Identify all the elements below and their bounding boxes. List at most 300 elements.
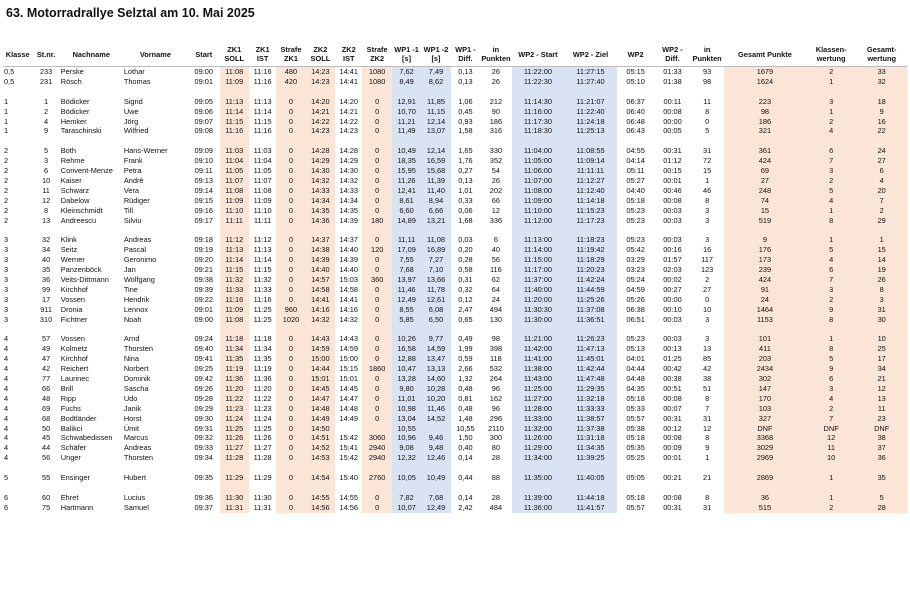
cell-inpunkten2: 85: [703, 354, 712, 364]
cell-strafezk2: 0: [362, 196, 391, 206]
cell-nachname: Perske: [60, 67, 84, 76]
cell-inpunkten1: 28: [491, 453, 500, 463]
cell-klasse: 4: [4, 443, 9, 453]
cell-zk1soll: 11:26: [220, 433, 249, 443]
cell-wp2start: 11:29:00: [512, 443, 565, 453]
cell-wp2: 05:18: [626, 433, 645, 443]
cell-inpunkten1: 118: [489, 354, 502, 364]
cell-gesamtwertung: 15: [856, 245, 907, 255]
cell-stnr: 32: [41, 235, 51, 245]
cell-zk2ist: 14:37: [339, 235, 359, 245]
cell-wp2ziel: 11:12:40: [564, 186, 617, 196]
cell-inpunkten1: 96: [491, 403, 500, 413]
cell-gesamtpunkte: 103: [724, 404, 806, 414]
cell-gesamtpunkte: 98: [724, 107, 806, 117]
cell-wp11: 10,47: [392, 364, 421, 374]
cell-wp2ziel: 11:32:18: [564, 394, 617, 404]
cell-wp2: 06:48: [626, 116, 645, 126]
cell-nachname: Klink: [60, 235, 77, 245]
cell-inpunkten1: 6: [493, 235, 498, 245]
cell-strafezk2: 0: [362, 206, 391, 216]
cell-vorname: Noah: [123, 314, 142, 324]
cell-zk2ist: 14:34: [339, 195, 359, 205]
cell-zk2soll: 14:33: [306, 186, 335, 196]
cell-nachname: Vossen: [60, 294, 85, 304]
cell-zk2soll: 14:32: [306, 315, 335, 325]
cell-zk2soll: 14:20: [306, 97, 335, 107]
cell-start: 09:24: [194, 334, 213, 344]
cell-wp11: 9,08: [392, 443, 421, 453]
cell-stnr: 40: [41, 255, 51, 265]
cell-vorname: Rüdiger: [123, 195, 150, 205]
cell-wp2start: 11:30:30: [512, 305, 565, 315]
cell-zk1ist: 11:15: [253, 265, 272, 275]
cell-zk1soll: 11:36: [220, 374, 249, 384]
cell-strafezk1: 0: [276, 364, 305, 374]
cell-vorname: Udo: [123, 393, 138, 403]
cell-gesamtwertung: 23: [856, 414, 907, 424]
cell-wp1diff: 0,32: [458, 284, 473, 294]
cell-inpunkten2: 3: [705, 334, 710, 344]
cell-klassenwertung: 8: [806, 315, 856, 325]
cell-zk1soll: 11:13: [220, 97, 249, 107]
cell-wp2start: 11:27:00: [512, 394, 565, 404]
cell-wp2ziel: 11:09:14: [564, 156, 617, 166]
cell-wp11: 8,55: [392, 305, 421, 315]
cell-zk1ist: 11:16: [253, 294, 272, 304]
cell-zk1soll: 11:09: [220, 77, 249, 87]
cell-zk1ist: 11:08: [253, 185, 272, 195]
cell-zk2ist: 14:41: [339, 67, 359, 76]
cell-zk2soll: 14:21: [306, 107, 335, 117]
cell-wp2start: 11:06:00: [512, 166, 565, 176]
column-header-klassenwertung: Klassen- wertung: [806, 42, 856, 67]
cell-start: 09:38: [194, 274, 213, 284]
cell-wp11: 10,96: [392, 433, 421, 443]
cell-vorname: Nina: [123, 354, 140, 364]
column-header-wp11: WP1 -1 [s]: [392, 42, 421, 67]
cell-wp12: 12,49: [421, 503, 450, 513]
cell-nachname: Rösch: [60, 76, 82, 86]
cell-wp2start: 11:22:30: [512, 77, 565, 87]
cell-strafezk1: 0: [276, 295, 305, 305]
cell-vorname: Vera: [123, 185, 140, 195]
cell-wp12: 11,08: [421, 235, 450, 245]
cell-inpunkten1: 494: [489, 304, 503, 314]
cell-gesamtwertung: 18: [856, 97, 907, 107]
cell-zk1ist: 11:25: [253, 314, 272, 324]
cell-zk1ist: 11:13: [253, 96, 272, 106]
cell-wp2ziel: 11:41:57: [564, 503, 617, 513]
cell-zk2soll: 14:55: [306, 493, 335, 503]
cell-start: 09:11: [194, 166, 213, 176]
cell-wp2: 05:18: [626, 393, 645, 403]
cell-zk2ist: [335, 424, 362, 434]
cell-wp1diff: 0,65: [458, 314, 473, 324]
cell-nachname: Hemker: [60, 116, 87, 126]
cell-wp2ziel: 11:40:05: [564, 473, 617, 483]
cell-gesamtpunkte: 327: [724, 414, 806, 424]
cell-wp11: 10,05: [392, 473, 421, 483]
cell-stnr: 2: [44, 106, 49, 116]
cell-gesamtpunkte: 2869: [724, 473, 806, 483]
cell-wp2diff: 00:42: [663, 364, 682, 374]
cell-zk2ist: 14:43: [339, 334, 359, 344]
cell-zk2soll: 14:53: [306, 453, 335, 463]
cell-vorname: Arnd: [123, 334, 140, 344]
cell-wp2ziel: 11:36:51: [564, 315, 617, 325]
cell-klasse: 5: [4, 473, 9, 483]
cell-zk1soll: 11:08: [220, 315, 249, 325]
cell-nachname: Fuchs: [60, 403, 81, 413]
cell-vorname: Sascha: [123, 383, 149, 393]
cell-gesamtwertung: 11: [856, 404, 907, 414]
cell-strafezk2: 0: [362, 493, 391, 503]
cell-start: 09:33: [194, 443, 213, 453]
cell-wp2: 06:43: [626, 126, 645, 136]
cell-zk2ist: 15:41: [339, 443, 359, 453]
cell-klassenwertung: 1: [806, 107, 856, 117]
cell-wp1diff: 0,81: [458, 393, 473, 403]
table-row: [3, 503, 907, 513]
cell-strafezk1: 1020: [276, 315, 305, 325]
cell-inpunkten1: 96: [491, 383, 500, 393]
cell-wp2ziel: 11:26:23: [564, 334, 617, 344]
cell-strafezk2: 1860: [362, 364, 391, 374]
cell-strafezk1: 0: [276, 453, 305, 463]
cell-stnr: 6: [44, 166, 49, 176]
cell-wp11: 8,49: [392, 77, 421, 87]
cell-wp2start: 11:04:00: [512, 146, 565, 156]
cell-gesamtwertung: 7: [856, 196, 907, 206]
cell-nachname: Panzenböck: [60, 265, 102, 275]
cell-inpunkten2: 10: [703, 304, 712, 314]
cell-klassenwertung: 8: [806, 344, 856, 354]
cell-wp2: 04:55: [626, 146, 645, 156]
cell-wp2diff: 00:03: [663, 314, 682, 324]
cell-wp2: 05:27: [626, 175, 645, 185]
cell-strafezk2: 0: [362, 404, 391, 414]
cell-zk2soll: 14:16: [306, 305, 335, 315]
cell-start: 09:00: [194, 314, 213, 324]
cell-wp2start: 11:34:00: [512, 453, 565, 463]
table-row: [3, 265, 907, 275]
cell-vorname: Uwe: [123, 106, 139, 116]
cell-strafezk2: 0: [362, 285, 391, 295]
cell-strafezk2: 0: [362, 97, 391, 107]
cell-vorname: Sigrid: [123, 96, 143, 106]
column-header-zk1ist: ZK1 IST: [249, 42, 276, 67]
cell-wp2ziel: 11:27:40: [564, 77, 617, 87]
cell-zk1soll: 11:04: [220, 156, 249, 166]
cell-gesamtwertung: 14: [856, 255, 907, 265]
cell-wp12: 11,39: [421, 176, 450, 186]
cell-wp12: 9,48: [421, 443, 450, 453]
cell-strafezk2: 0: [362, 107, 391, 117]
cell-gesamtpunkte: 15: [724, 206, 806, 216]
cell-zk2soll: 14:37: [306, 235, 335, 245]
cell-strafezk1: 0: [276, 275, 305, 285]
cell-nachname: Dabelow: [60, 195, 90, 205]
cell-gesamtpunkte: 1464: [724, 305, 806, 315]
column-header-nachname: Nachname: [60, 42, 123, 67]
cell-wp12: 6,66: [421, 206, 450, 216]
cell-zk2soll: 15:01: [306, 374, 335, 384]
cell-nachname: Schäfer: [60, 443, 87, 453]
group-spacer: [3, 136, 907, 146]
cell-zk1soll: 11:24: [220, 414, 249, 424]
cell-gesamtwertung: 20: [856, 186, 907, 196]
cell-gesamtwertung: 31: [856, 305, 907, 315]
cell-zk2ist: 14:33: [339, 185, 359, 195]
cell-wp1diff: 2,42: [458, 502, 473, 512]
cell-gesamtpunkte: DNF: [724, 424, 806, 434]
cell-strafezk1: 0: [276, 503, 305, 513]
cell-klasse: 6: [4, 502, 9, 512]
cell-wp12: 12,61: [421, 295, 450, 305]
cell-gesamtwertung: 6: [856, 166, 907, 176]
cell-zk1soll: 11:16: [220, 126, 249, 136]
cell-zk1ist: 11:03: [253, 146, 272, 156]
cell-gesamtpunkte: 361: [724, 146, 806, 156]
cell-stnr: 34: [41, 245, 51, 255]
cell-vorname: Samuel: [123, 502, 149, 512]
cell-wp2: 05:15: [626, 67, 645, 76]
cell-zk1soll: 11:10: [220, 206, 249, 216]
cell-gesamtpunkte: 74: [724, 196, 806, 206]
table-row: [3, 117, 907, 127]
cell-wp1diff: 1,50: [458, 433, 473, 443]
cell-zk1ist: 11:07: [253, 175, 272, 185]
cell-zk2soll: 14:48: [306, 404, 335, 414]
cell-inpunkten2: 51: [703, 383, 712, 393]
cell-strafezk2: 180: [362, 216, 391, 226]
cell-wp2start: 11:40:00: [512, 285, 565, 295]
cell-gesamtwertung: 38: [856, 433, 907, 443]
cell-wp11: 7,62: [392, 67, 421, 77]
cell-vorname: Lennox: [123, 304, 149, 314]
cell-wp1diff: 0,06: [458, 205, 473, 215]
cell-inpunkten2: 93: [703, 67, 712, 76]
cell-start: 09:09: [194, 146, 213, 156]
cell-zk2soll: 14:49: [306, 414, 335, 424]
cell-wp2ziel: 11:14:18: [564, 196, 617, 206]
cell-nachname: Hartmann: [60, 502, 94, 512]
cell-inpunkten1: 28: [491, 492, 500, 502]
cell-start: 09:40: [194, 344, 213, 354]
column-header-strafezk2: Strafe ZK2: [362, 42, 391, 67]
cell-wp12: 7,27: [421, 255, 450, 265]
cell-klasse: 3: [4, 274, 9, 284]
cell-zk1ist: 11:30: [253, 492, 272, 502]
cell-wp2: 06:38: [626, 304, 645, 314]
cell-gesamtpunkte: 176: [724, 245, 806, 255]
cell-wp12: 11,46: [421, 404, 450, 414]
cell-klassenwertung: 2: [806, 404, 856, 414]
cell-wp12: 13,13: [421, 364, 450, 374]
cell-wp2: 04:40: [626, 185, 645, 195]
cell-zk2ist: 14:47: [339, 393, 359, 403]
cell-wp2ziel: 11:27:15: [564, 67, 617, 77]
cell-wp11: 10,07: [392, 503, 421, 513]
cell-wp12: 7,68: [421, 493, 450, 503]
cell-zk2soll: 14:38: [306, 245, 335, 255]
cell-vorname: Andreas: [123, 443, 152, 453]
table-row: [3, 394, 907, 404]
table-row: [3, 146, 907, 156]
cell-start: 09:29: [194, 403, 213, 413]
cell-gesamtpunkte: 1153: [724, 315, 806, 325]
cell-gesamtwertung: 19: [856, 265, 907, 275]
cell-zk1soll: 11:09: [220, 305, 249, 315]
cell-strafezk1: 0: [276, 186, 305, 196]
cell-wp2: 04:14: [626, 156, 645, 166]
cell-nachname: Bödicker: [60, 96, 90, 106]
cell-wp2diff: 00:51: [663, 383, 682, 393]
cell-zk1soll: 11:34: [220, 344, 249, 354]
cell-nachname: Ensinger: [60, 473, 90, 483]
cell-start: 09:16: [194, 205, 213, 215]
cell-wp2diff: 00:03: [663, 235, 682, 245]
cell-gesamtpunkte: 223: [724, 97, 806, 107]
cell-zk2ist: 14:28: [339, 146, 359, 156]
cell-wp12: 10,20: [421, 394, 450, 404]
cell-wp2: 04:35: [626, 383, 645, 393]
cell-wp2diff: 00:00: [663, 294, 682, 304]
cell-inpunkten2: 46: [703, 185, 712, 195]
cell-klassenwertung: 2: [806, 503, 856, 513]
cell-klasse: 2: [4, 175, 9, 185]
cell-stnr: 57: [41, 334, 51, 344]
cell-klasse: 3: [4, 265, 9, 275]
cell-strafezk1: 0: [276, 265, 305, 275]
cell-gesamtwertung: 37: [856, 443, 907, 453]
cell-gesamtwertung: 27: [856, 156, 907, 166]
cell-strafezk2: 0: [362, 255, 391, 265]
cell-wp12: 8,94: [421, 196, 450, 206]
cell-zk1ist: 11:20: [253, 383, 272, 393]
cell-wp2: 04:59: [626, 284, 645, 294]
cell-gesamtpunkte: 321: [724, 126, 806, 136]
cell-gesamtwertung: 17: [856, 354, 907, 364]
cell-zk2soll: 14:32: [306, 176, 335, 186]
cell-start: 09:25: [194, 364, 213, 374]
cell-start: 09:32: [194, 433, 213, 443]
cell-wp2ziel: 11:47:13: [564, 344, 617, 354]
cell-wp11: 12,88: [392, 354, 421, 364]
cell-wp11: 12,32: [392, 453, 421, 463]
cell-klassenwertung: 7: [806, 414, 856, 424]
cell-inpunkten2: 3: [705, 205, 710, 215]
cell-klasse: 4: [4, 413, 9, 423]
cell-vorname: Frank: [123, 156, 143, 166]
cell-wp1diff: 10,55: [456, 423, 475, 433]
cell-stnr: 4: [44, 116, 49, 126]
cell-nachname: Both: [60, 146, 76, 156]
cell-wp2diff: 00:09: [663, 443, 682, 453]
cell-wp12: 11,85: [421, 97, 450, 107]
cell-wp2start: 11:26:00: [512, 433, 565, 443]
cell-nachname: Kaiser: [60, 175, 82, 185]
cell-vorname: Horst: [123, 413, 142, 423]
cell-inpunkten1: 116: [489, 265, 502, 275]
cell-wp2diff: 00:38: [663, 374, 682, 384]
cell-wp12: 14,60: [421, 374, 450, 384]
cell-start: 09:42: [194, 374, 213, 384]
group-spacer: [3, 87, 907, 97]
cell-strafezk2: [362, 424, 391, 434]
cell-zk1ist: 11:13: [253, 245, 272, 255]
cell-wp2ziel: 11:42:24: [564, 275, 617, 285]
cell-wp11: 7,68: [392, 265, 421, 275]
cell-wp1diff: 1,99: [458, 344, 473, 354]
cell-zk1soll: 11:09: [220, 196, 249, 206]
cell-wp2diff: 00:15: [663, 166, 682, 176]
cell-vorname: Silviu: [123, 215, 142, 225]
cell-vorname: Petra: [123, 166, 142, 176]
cell-wp1diff: 0,28: [458, 255, 473, 265]
cell-nachname: Unger: [60, 453, 81, 463]
cell-zk1soll: 11:03: [220, 146, 249, 156]
cell-wp2: 05:57: [626, 502, 645, 512]
cell-inpunkten1: 98: [491, 334, 500, 344]
cell-inpunkten1: 336: [489, 215, 503, 225]
cell-wp2diff: 00:03: [663, 215, 682, 225]
cell-strafezk2: 3060: [362, 433, 391, 443]
cell-nachname: Fichtner: [60, 314, 88, 324]
cell-zk2soll: 15:00: [306, 354, 335, 364]
cell-strafezk1: 0: [276, 255, 305, 265]
cell-zk1soll: 11:27: [220, 443, 249, 453]
cell-zk1soll: 11:29: [220, 473, 249, 483]
cell-gesamtwertung: 2: [856, 206, 907, 216]
cell-wp1diff: 0,31: [458, 274, 473, 284]
cell-wp1diff: 0,40: [458, 443, 473, 453]
cell-wp2start: 11:33:00: [512, 414, 565, 424]
cell-zk1soll: 11:32: [220, 275, 249, 285]
cell-wp1diff: 0,14: [458, 453, 473, 463]
cell-wp11: 14,89: [392, 216, 421, 226]
table-row: [3, 443, 907, 453]
cell-nachname: Dronia: [60, 304, 83, 314]
cell-inpunkten2: 12: [703, 423, 712, 433]
cell-zk1soll: 11:15: [220, 117, 249, 127]
cell-vorname: Tine: [123, 284, 138, 294]
table-row: [3, 206, 907, 216]
cell-zk1ist: 11:11: [253, 215, 272, 225]
cell-vorname: Janik: [123, 403, 142, 413]
cell-start: 09:06: [194, 106, 213, 116]
cell-wp2: 05:23: [626, 334, 645, 344]
cell-gesamtwertung: 28: [856, 503, 907, 513]
cell-wp2diff: 00:08: [663, 492, 682, 502]
cell-wp2ziel: 11:44:59: [564, 285, 617, 295]
cell-wp2ziel: 11:11:11: [564, 166, 617, 176]
cell-stnr: 12: [41, 195, 51, 205]
cell-zk1ist: 11:25: [253, 304, 272, 314]
cell-zk1soll: 11:08: [220, 186, 249, 196]
cell-zk1ist: 11:35: [253, 354, 272, 364]
cell-zk1soll: 11:15: [220, 265, 249, 275]
cell-wp2start: 11:38:00: [512, 364, 565, 374]
cell-inpunkten1: 296: [489, 413, 503, 423]
cell-wp12: 14,52: [421, 414, 450, 424]
cell-wp11: 7,82: [392, 493, 421, 503]
cell-klassenwertung: 5: [806, 245, 856, 255]
cell-klasse: 2: [4, 215, 9, 225]
cell-zk2ist: 15:42: [339, 453, 359, 463]
cell-inpunkten2: 16: [703, 245, 712, 255]
